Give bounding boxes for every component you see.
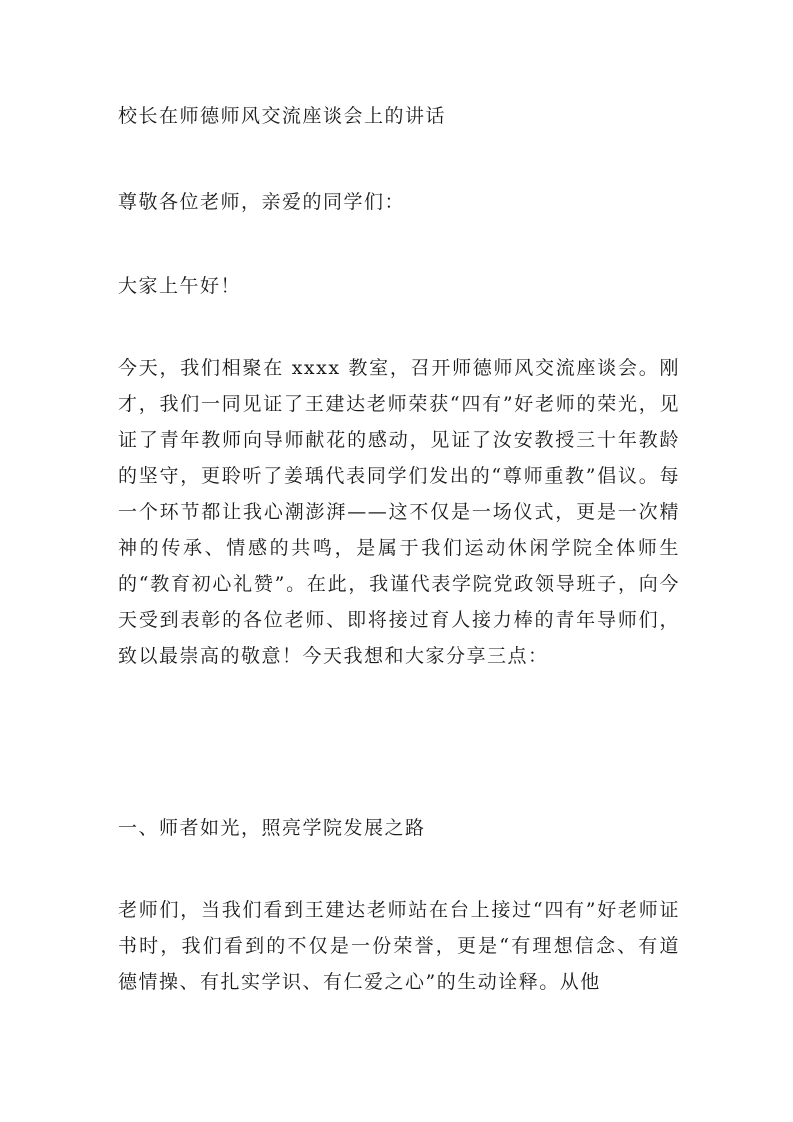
document-title: 校长在师德师风交流座谈会上的讲话 xyxy=(118,105,447,127)
section-heading-1: 一、师者如光，照亮学院发展之路 xyxy=(118,817,426,839)
intro-paragraph: 今天，我们相聚在 xxxx 教室，召开师德师风交流座谈会。刚才，我们一同见证了王建达老师荣获“四有”好老师的荣光，见证了青年教师向导师献花的感动，见证了汝安教授三十年教龄的坚守，更聆听了姜瑀代表同学们发出的“尊师重教”倡议。每一个环节都让我心潮澎湃——这不仅是一场仪式，更是一次精神的传承、情感的共鸣，是属于我们运动休闲学院全体师生的“教育初心礼赞”。在此，我谨代表学院党政领导班子，向今天受到表彰的各位老师、即将接过育人接力棒的青年导师们，致以最崇高的敬意！今天我想和大家分享三点： xyxy=(118,357,680,667)
section-body-1: 老师们，当我们看到王建达老师站在台上接过“四有”好老师证书时，我们看到的不仅是一份荣誉，更是“有理想信念、有道德情操、有扎实学识、有仁爱之心”的生动诠释。从他 xyxy=(118,899,680,993)
salutation: 尊敬各位老师，亲爱的同学们： xyxy=(118,191,406,213)
greeting: 大家上午好！ xyxy=(118,275,242,297)
